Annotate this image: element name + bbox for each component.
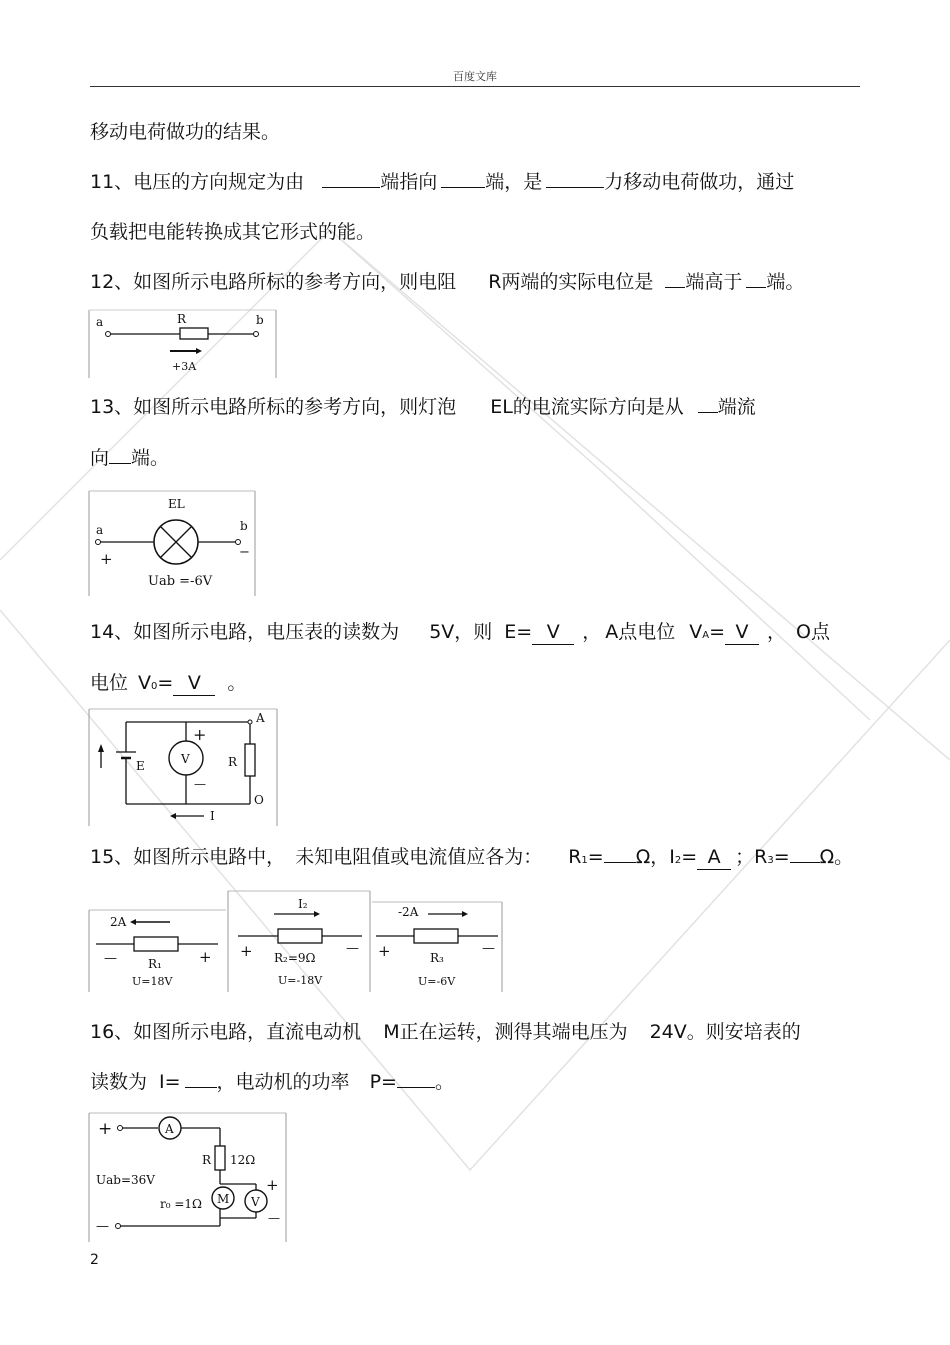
q14-text8: O点 — [796, 621, 830, 643]
q13-label-a: a — [96, 523, 104, 537]
q16-minus: — — [96, 1219, 109, 1234]
q14-sub-0: 0 — [151, 681, 158, 692]
q13-blank1 — [698, 412, 718, 413]
q16-resistor — [215, 1146, 225, 1170]
q16-blank-i — [185, 1087, 217, 1088]
q14-minus: — — [194, 777, 206, 791]
q16-blank-p — [397, 1087, 435, 1088]
q14-text5: A点电位 — [605, 621, 676, 643]
q11-text3: 端，是 — [485, 171, 543, 193]
q15-sub-2: 2 — [674, 855, 682, 866]
q15-blank-r1 — [604, 862, 636, 863]
q14-resistor — [245, 744, 255, 776]
figure-q15-resistors — [88, 890, 504, 996]
q11-text4: 力移动电荷做功，通过 — [604, 171, 795, 193]
q13-label-el: EL — [168, 497, 185, 511]
q15-text1: 15、如图所示电路中， — [90, 846, 286, 868]
q15-f1-r: R₁ — [148, 957, 162, 971]
q15-f3-minus: — — [482, 941, 495, 956]
page-number: 2 — [90, 1252, 99, 1268]
q16-text8: 。 — [434, 1071, 454, 1093]
q15-text4: Ω，I — [635, 846, 675, 868]
q16-label-uab: Uab=36V — [96, 1173, 155, 1187]
q14-blank-va: V — [725, 620, 759, 645]
q16-label-m: M — [217, 1192, 230, 1206]
q16-text1: 16、如图所示电路，直流电动机 — [90, 1021, 362, 1043]
question-16-line2 — [90, 1070, 454, 1094]
q14-text1: 14、如图所示电路，电压表的读数为 — [90, 621, 400, 643]
q14-label-a: A — [256, 711, 265, 725]
q15-text4e: = — [681, 846, 698, 868]
figure-q13-lamp — [88, 490, 256, 600]
q15-f3-u: U=-6V — [418, 975, 456, 988]
question-12-line — [90, 270, 804, 294]
q12-current-label: +3A — [172, 360, 197, 373]
question-11-line1 — [90, 170, 794, 194]
q14-text4: ， — [582, 621, 602, 643]
q16-text4: 读数为 — [90, 1071, 148, 1093]
q14-label-i: I — [210, 809, 215, 823]
q16-text5: I= — [159, 1071, 181, 1093]
q13-label-b: b — [240, 519, 248, 533]
q15-f1-current: 2A — [110, 915, 127, 929]
q15-f2-r: R₂=9Ω — [274, 951, 316, 965]
q16-label-a: A — [165, 1122, 174, 1136]
q15-panel-3 — [372, 902, 502, 992]
figure-q16-motor-circuit — [88, 1112, 288, 1246]
q14-blank-e: V — [532, 620, 574, 645]
q14-text2: 5V，则 — [429, 621, 493, 643]
question-15-line — [90, 845, 853, 873]
q14-text6e: = — [709, 621, 725, 643]
q14-label-r: R — [228, 755, 238, 769]
q15-f3-r: R₃ — [430, 951, 444, 965]
q15-blank-i2: A — [697, 845, 731, 870]
q15-text3: R — [568, 846, 582, 868]
question-14-line1 — [90, 620, 830, 648]
q15-f1-u: U=18V — [132, 975, 173, 988]
q12-text4: 端。 — [766, 271, 805, 293]
q16-label-rval: 12Ω — [230, 1153, 256, 1167]
q11-blank2 — [441, 187, 485, 188]
q14-text6: V — [689, 621, 703, 643]
q16-plus: + — [98, 1119, 113, 1139]
q16-text3: 24V。则安培表的 — [649, 1021, 801, 1043]
q12-label-r: R — [177, 312, 187, 326]
q12-resistor — [180, 328, 208, 339]
q14-plus: + — [193, 725, 207, 744]
q13-text1: 13、如图所示电路所标的参考方向，则灯泡 — [90, 396, 457, 418]
q14-label-o: O — [254, 793, 264, 807]
q14-text11: 。 — [227, 672, 247, 694]
q15-text2: 未知电阻值或电流值应各为： — [295, 846, 543, 868]
q15-f2-plus: + — [240, 942, 253, 960]
q12-blank2 — [746, 287, 766, 288]
q16-label-r: R — [202, 1153, 212, 1167]
q15-sub-1: 1 — [581, 855, 588, 866]
header-rule — [90, 86, 860, 87]
q15-panel-1 — [89, 910, 226, 992]
q14-text9: 电位 — [90, 672, 129, 694]
q15-f3-plus: + — [378, 942, 391, 960]
q13-plus: + — [100, 550, 113, 568]
q16-text7: P= — [369, 1071, 397, 1093]
q15-f3-current: -2A — [398, 905, 419, 919]
q13-text5: 端。 — [131, 447, 170, 469]
q16-label-v: V — [251, 1195, 260, 1209]
q15-f2-current: I₂ — [298, 897, 308, 911]
paragraph-continuation: 移动电荷做功的结果。 — [90, 121, 281, 143]
q12-label-a: a — [96, 315, 104, 329]
q14-text10: V — [138, 672, 152, 694]
question-11-line2: 负载把电能转换成其它形式的能。 — [90, 221, 376, 243]
q16-vplus: + — [266, 1176, 279, 1194]
q14-label-v: V — [181, 752, 190, 766]
q16-vminus: — — [268, 1211, 280, 1225]
q12-blank1 — [665, 287, 685, 288]
figure-q14-circuit — [88, 708, 278, 830]
q12-text3: 端高于 — [685, 271, 743, 293]
q15-f1-plus: + — [199, 948, 212, 966]
question-14-line2 — [90, 671, 246, 699]
q14-sub-a: A — [702, 630, 710, 641]
q14-text7: ， — [767, 621, 787, 643]
q13-blank2 — [109, 463, 131, 464]
q14-text3: E= — [504, 621, 533, 643]
q15-text3e: = — [587, 846, 604, 868]
q13-text2: EL的电流实际方向是从 — [490, 396, 684, 418]
q15-f2-minus: — — [346, 941, 359, 956]
q13-text3: 端流 — [717, 396, 756, 418]
q15-f1-minus: — — [104, 951, 117, 966]
q13-uab: Uab =-6V — [148, 574, 213, 589]
q15-text5: ；R — [735, 846, 768, 868]
q11-text1: 11、电压的方向规定为由 — [90, 171, 305, 193]
q15-text6: Ω。 — [819, 846, 854, 868]
q11-blank1 — [322, 187, 380, 188]
q15-blank-r3 — [790, 862, 820, 863]
q14-blank-v0: V — [173, 671, 215, 696]
q14-text10e: = — [157, 672, 174, 694]
q11-text2: 端指向 — [380, 171, 438, 193]
q16-text6: ，电动机的功率 — [216, 1071, 350, 1093]
question-13-line1 — [90, 395, 756, 419]
page-header: 百度文库 — [453, 70, 497, 83]
q16-label-r0: r₀ =1Ω — [160, 1197, 202, 1211]
figure-q12-resistor — [88, 308, 278, 382]
q12-label-b: b — [256, 313, 264, 327]
q15-f2-u: U=-18V — [278, 974, 323, 987]
q16-text2: M正在运转，测得其端电压为 — [383, 1021, 628, 1043]
q15-text5e: = — [773, 846, 790, 868]
q11-blank3 — [546, 187, 604, 188]
q15-panel-2 — [228, 891, 370, 992]
question-16-line1 — [90, 1020, 801, 1044]
q12-text1: 12、如图所示电路所标的参考方向，则电阻 — [90, 271, 457, 293]
q12-text2: R两端的实际电位是 — [488, 271, 654, 293]
q13-text4: 向 — [90, 447, 110, 469]
q14-label-e: E — [136, 759, 145, 773]
q15-sub-3: 3 — [767, 855, 774, 866]
question-13-line2 — [90, 446, 169, 470]
q13-minus: − — [239, 545, 250, 560]
